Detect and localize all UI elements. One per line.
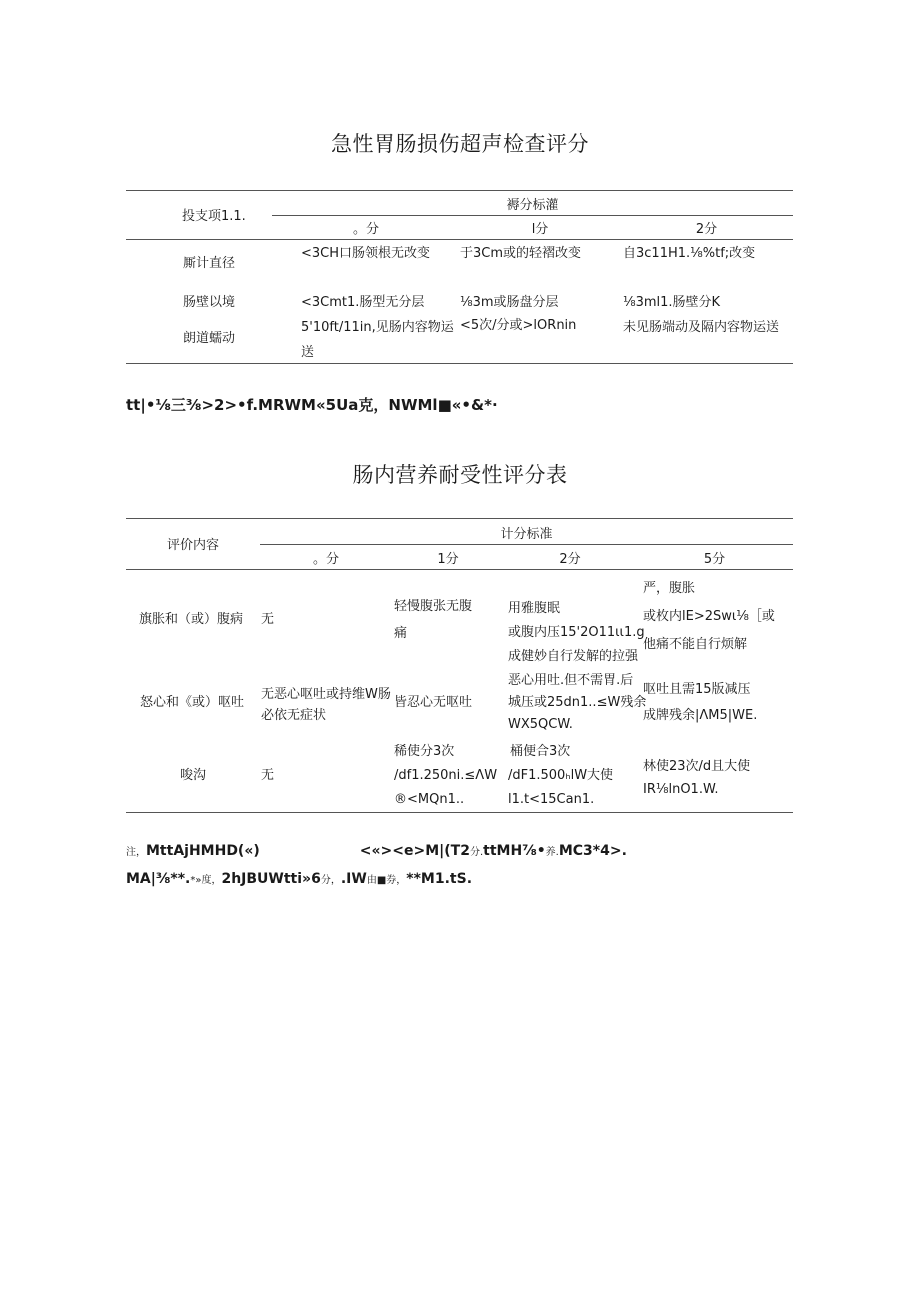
table1-row2-score1: ⅛3m或肠盘分层 <box>460 295 559 310</box>
table2-score-0-header: 。分 <box>312 552 339 567</box>
table1-row3-score1: <5次/分或>lORnin <box>460 318 577 333</box>
table2-row1-score0: 无 <box>261 612 275 627</box>
table2-score-5-header: 5分 <box>703 552 726 567</box>
note-line-2-part-c: .IW <box>340 871 367 887</box>
table1-row3-score0-line2: 送 <box>301 345 315 360</box>
table2-row1-score2-line3: 成健妙自行发解的拉强 <box>508 649 639 664</box>
table2-row1-score2-line2: 或腹内压15'2O11ιι1.g <box>508 625 645 640</box>
table1-row1-item: 厮计直径 <box>183 256 236 271</box>
table2-row3-score2-line1: 桶便合3次 <box>510 744 571 759</box>
table2-row1-score2-line1: 用雅腹眠 <box>508 601 561 616</box>
table2-row2-score2-line2: 城压或25dn1..≤W残余 <box>508 695 647 710</box>
table1-score-0-header: 。分 <box>352 222 379 237</box>
table1-group-rule <box>272 215 793 216</box>
table1-score-2-header: 2分 <box>695 222 718 237</box>
table1-title: 急性胃肠损伤超声检查评分 <box>331 132 589 156</box>
note-line-1-part-a: MttAjHMHD(«) <box>146 843 260 859</box>
table2-row3-score5-line2: IR⅛lnO1.W. <box>643 782 719 797</box>
table1-row1-score2: 自3c11H1.⅛%tf;改变 <box>623 246 756 261</box>
table2-row1-score5-line1: 严，腹胀 <box>643 581 696 596</box>
table2-row3-score1-line2: /df1.250ni.≤ΛW <box>394 768 498 783</box>
table2-score-2-header: 2分 <box>559 552 581 567</box>
table1-row2-item: 肠壁以境 <box>183 295 236 310</box>
table2-row2-score2-line1: 恶心用吐.但不需胃.后 <box>508 673 634 688</box>
table2-row3-item: 唆沟 <box>180 768 207 783</box>
note-line-1-prefix: 注， <box>126 847 146 858</box>
table2-row3-score1-line1: 稀使分3次 <box>394 744 455 759</box>
table2-row1-score5-line3: 他痛不能自行烦解 <box>643 637 748 652</box>
table2-row2-item: 怒心和《或）呕吐 <box>140 695 245 710</box>
table2-bottom-rule <box>126 812 793 813</box>
table2-row2-score0-line2: 必依无症状 <box>261 708 327 723</box>
table2-row1-score5-line2: 或枚内lE>2Swι⅛［或 <box>643 609 775 624</box>
table2-score-1-header: 1分 <box>437 552 459 567</box>
note-line-1-part-c: ttMH⅞• <box>483 843 546 859</box>
table2-title: 肠内营养耐受性评分表 <box>352 463 568 487</box>
table2-row2-score0-line1: 无恶心呕吐或持维W肠 <box>261 687 391 702</box>
note-line-2-part-d: **M1.tS. <box>406 871 473 887</box>
note-line-2-part-b: 2hJBUWtti»6 <box>221 871 321 887</box>
table2-row3-score5-line1: 林使23次/d且大使 <box>643 759 751 774</box>
table1-header-rule <box>126 239 793 240</box>
table1-footnote: tt|•⅛三⅜>2>•f.MRWM«5Ua克，NWMl■«•&*· <box>126 396 498 414</box>
note-line-2-small: *»度， <box>190 875 222 886</box>
table2-row3-score2-line3: l1.t<15Can1. <box>508 792 595 807</box>
table2-top-rule <box>126 518 793 519</box>
table1-row1-score0: <3CH口肠领根无改变 <box>301 246 431 261</box>
table1-group-header: 褥分标灌 <box>506 198 559 213</box>
note-line-1-small2: 养. <box>545 847 559 858</box>
note-line-1-small: 分. <box>469 847 484 858</box>
note-line-2-small3: 由■券， <box>366 875 407 886</box>
table2-row3-score0: 无 <box>261 768 275 783</box>
note-line-1 <box>126 843 627 859</box>
table2-row2-score1: 皆忍心无呕吐 <box>394 695 473 710</box>
table1-score-1-header: l分 <box>531 222 549 237</box>
note-line-2-part-a: MA|⅜**. <box>126 871 191 887</box>
table2-row2-score5-line2: 成牌残余|ΛM5|WE. <box>643 708 758 723</box>
table2-row1-score1-line2: 痛 <box>394 626 408 641</box>
table1-row2-score2: ⅛3ml1.肠壁分K <box>623 295 721 310</box>
table1-top-rule <box>126 190 793 191</box>
table2-row3-score2-line2: /dF1.500ₕlW大使 <box>508 768 614 783</box>
table1-row2-score0: <3Cmt1.肠型无分层 <box>301 295 425 310</box>
table2-row1-score1-line1: 轻慢腹张无腹 <box>394 599 473 614</box>
table2-header-rule <box>126 569 793 570</box>
table2-row2-score5-line1: 呕吐且需15版减压 <box>643 682 751 697</box>
table2-row2-score2-line3: WX5QCW. <box>508 717 573 732</box>
table2-group-rule <box>260 544 793 545</box>
table2-group-header: 计分标准 <box>500 527 553 542</box>
table1-row3-score2: 未见肠端动及隔内容物运送 <box>623 320 780 335</box>
table1-row3-item: 朗道蠕动 <box>183 331 236 346</box>
table1-row3-score0-line1: 5'10ft/11in,见肠内容物运 <box>301 320 454 335</box>
table2-item-header: 评价内容 <box>167 538 220 553</box>
table1-row1-score1: 于3Cm或的轻褶改变 <box>460 246 582 261</box>
table1-item-header: 投支项1.1. <box>182 209 246 224</box>
note-line-1-part-b: <«><e>M|(T2 <box>359 843 470 859</box>
note-line-2-small2: 分， <box>320 875 341 886</box>
note-line-2 <box>126 871 472 887</box>
table2-row1-item: 旗胀和（或）腹病 <box>139 612 244 627</box>
table1-bottom-rule <box>126 363 793 364</box>
note-line-1-part-d: MC3*4>. <box>558 843 627 859</box>
table2-row3-score1-line3: ®<MQn1.. <box>394 792 465 807</box>
